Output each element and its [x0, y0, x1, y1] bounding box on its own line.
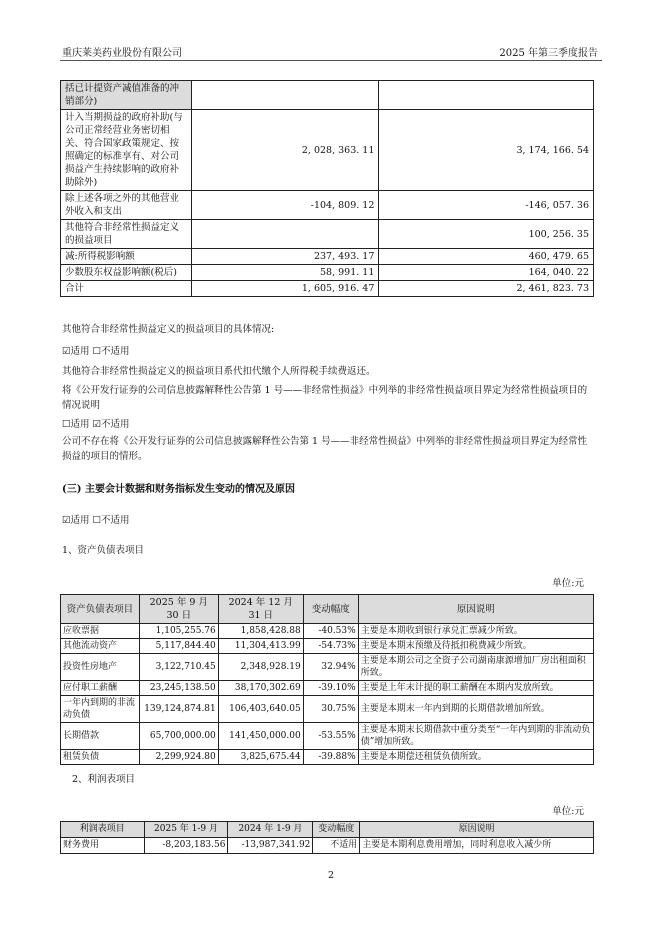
change-rate: -39.88% [303, 750, 358, 765]
unit-label-1: 单位:元 [552, 578, 584, 589]
current-period-value: -104, 809. 12 [191, 191, 379, 220]
row-label: 括已计提资产减值准备的冲销部分) [61, 81, 192, 110]
table-row [61, 265, 594, 281]
current-period-value [191, 220, 379, 249]
column-header: 变动幅度 [303, 595, 358, 624]
current-value: 1,105,255.76 [139, 624, 218, 639]
table-row [61, 696, 594, 723]
current-value: 3,122,710.45 [139, 654, 218, 681]
row-label: 计入当期损益的政府补助(与公司正常经营业务密切相关、符合国家政策规定、按照确定的标准享有、对公司损益产生持续影响的政府补助除外) [61, 110, 192, 191]
ytd-value: 3, 174, 166. 54 [379, 110, 594, 191]
item-name: 其他流动资产 [61, 639, 140, 654]
item-name: 财务费用 [61, 838, 145, 854]
change-rate: -39.10% [303, 681, 358, 696]
other-items-desc: 其他符合非经常性损益定义的损益项目系代扣代缴个人所得税手续费返还。 [62, 366, 376, 377]
table-row [61, 110, 594, 191]
current-period-value: 1, 605, 916. 47 [191, 281, 379, 297]
table-row [61, 654, 594, 681]
report-title: 2025 年第三季度报告 [499, 48, 598, 59]
item-name: 应付职工薪酬 [61, 681, 140, 696]
item-name: 长期借款 [61, 723, 140, 750]
reason: 主要是本期末一年内到期的长期借款增加所致。 [358, 696, 593, 723]
prior-value: 141,450,000.00 [218, 723, 303, 750]
column-header: 2024 年 12 月 31 日 [218, 595, 303, 624]
current-period-value: 2, 028, 363. 11 [191, 110, 379, 191]
table-row [61, 750, 594, 765]
table-row [61, 249, 594, 265]
item-name: 一年内到期的非流动负债 [61, 696, 140, 723]
current-value: 139,124,874.81 [139, 696, 218, 723]
unit-label-2: 单位:元 [552, 806, 584, 817]
table-row [61, 723, 594, 750]
change-rate: 不适用 [313, 838, 360, 854]
row-label: 合计 [61, 281, 192, 297]
reason: 主要是本期末预缴及待抵扣税费减少所致。 [358, 639, 593, 654]
current-period-value: 237, 493. 17 [191, 249, 379, 265]
table-row [61, 81, 594, 110]
prior-value: 11,304,413.99 [218, 639, 303, 654]
current-value: 23,245,138.50 [139, 681, 218, 696]
table-row [61, 220, 594, 249]
income-table [60, 821, 594, 854]
column-header: 原因说明 [360, 822, 594, 838]
change-rate: 30.75% [303, 696, 358, 723]
page-number: 2 [327, 870, 335, 881]
item-name: 租赁负债 [61, 750, 140, 765]
prior-value: 1,858,428.88 [218, 624, 303, 639]
row-label: 其他符合非经常性损益定义的损益项目 [61, 220, 192, 249]
current-period-value [191, 81, 379, 110]
current-value: -8,203,183.56 [144, 838, 228, 854]
ytd-value: 164, 040. 22 [379, 265, 594, 281]
change-rate: -40.53% [303, 624, 358, 639]
item-name: 投资性房地产 [61, 654, 140, 681]
prior-value: 106,403,640.05 [218, 696, 303, 723]
current-value: 5,117,844.40 [139, 639, 218, 654]
section3-title: (三) 主要会计数据和财务指标发生变动的情况及原因 [62, 484, 295, 495]
table-row [61, 624, 594, 639]
table-row [61, 191, 594, 220]
ytd-value: 100, 256. 35 [379, 220, 594, 249]
nonrecurring-table [60, 80, 594, 297]
reason: 主要是本期利息费用增加，同时利息收入减少所 [360, 838, 594, 854]
explain-desc: 公司不存在将《公开发行证券的公司信息披露解释性公告第 1 号——非经常性损益》中列举的非经常性损益项目界定为经常性损益的项目的情形。 [62, 436, 588, 462]
item-name: 应收票据 [61, 624, 140, 639]
row-label: 减:所得税影响额 [61, 249, 192, 265]
column-header: 利润表项目 [61, 822, 145, 838]
balance-subtitle: 1、资产负债表项目 [62, 545, 145, 556]
ytd-value: -146, 057. 36 [379, 191, 594, 220]
not-applicable-checkbox: ☐适用 ☑不适用 [62, 419, 130, 430]
explain-title: 将《公开发行证券的公司信息披露解释性公告第 1 号——非经常性损益》中列举的非经常性损益项目界定为经常性损益项目的情况说明 [62, 385, 588, 411]
column-header: 2025 年 9 月 30 日 [139, 595, 218, 624]
column-header: 原因说明 [358, 595, 593, 624]
applicable-checkbox-2: ☑适用 ☐不适用 [62, 515, 130, 526]
column-header: 资产负债表项目 [61, 595, 140, 624]
reason: 主要是本期收到银行承兑汇票减少所致。 [358, 624, 593, 639]
ytd-value: 2, 461, 823. 73 [379, 281, 594, 297]
prior-value: 3,825,675.44 [218, 750, 303, 765]
ytd-value: 460, 479. 65 [379, 249, 594, 265]
prior-value: -13,987,341.92 [228, 838, 313, 854]
change-rate: -54.73% [303, 639, 358, 654]
column-header: 变动幅度 [313, 822, 360, 838]
table-row [61, 681, 594, 696]
table-row [61, 281, 594, 297]
reason: 主要是本期偿还租赁负债所致。 [358, 750, 593, 765]
change-rate: 32.94% [303, 654, 358, 681]
header-divider [60, 60, 602, 61]
applicable-checkbox-1: ☑适用 ☐不适用 [62, 346, 130, 357]
row-label: 除上述各项之外的其他营业外收入和支出 [61, 191, 192, 220]
company-name: 重庆莱美药业股份有限公司 [62, 48, 182, 59]
change-rate: -53.55% [303, 723, 358, 750]
table-row [61, 639, 594, 654]
current-value: 2,299,924.80 [139, 750, 218, 765]
column-header: 2025 年 1-9 月 [144, 822, 228, 838]
ytd-value [379, 81, 594, 110]
income-subtitle: 2、利润表项目 [72, 774, 136, 785]
column-header: 2024 年 1-9 月 [228, 822, 313, 838]
reason: 主要是本期末长期借款中重分类至“一年内到期的非流动负债”增加所致。 [358, 723, 593, 750]
reason: 主要是上年末计提的职工薪酬在本期内发放所致。 [358, 681, 593, 696]
prior-value: 38,170,302.69 [218, 681, 303, 696]
table-row [61, 838, 594, 854]
row-label: 少数股东权益影响额(税后) [61, 265, 192, 281]
balance-table [60, 594, 594, 765]
current-period-value: 58, 991. 11 [191, 265, 379, 281]
reason: 主要是本期公司之全资子公司湖南康源增加厂房出租面积所致。 [358, 654, 593, 681]
prior-value: 2,348,928.19 [218, 654, 303, 681]
current-value: 65,700,000.00 [139, 723, 218, 750]
other-items-title: 其他符合非经常性损益定义的损益项目的具体情况: [62, 324, 275, 335]
